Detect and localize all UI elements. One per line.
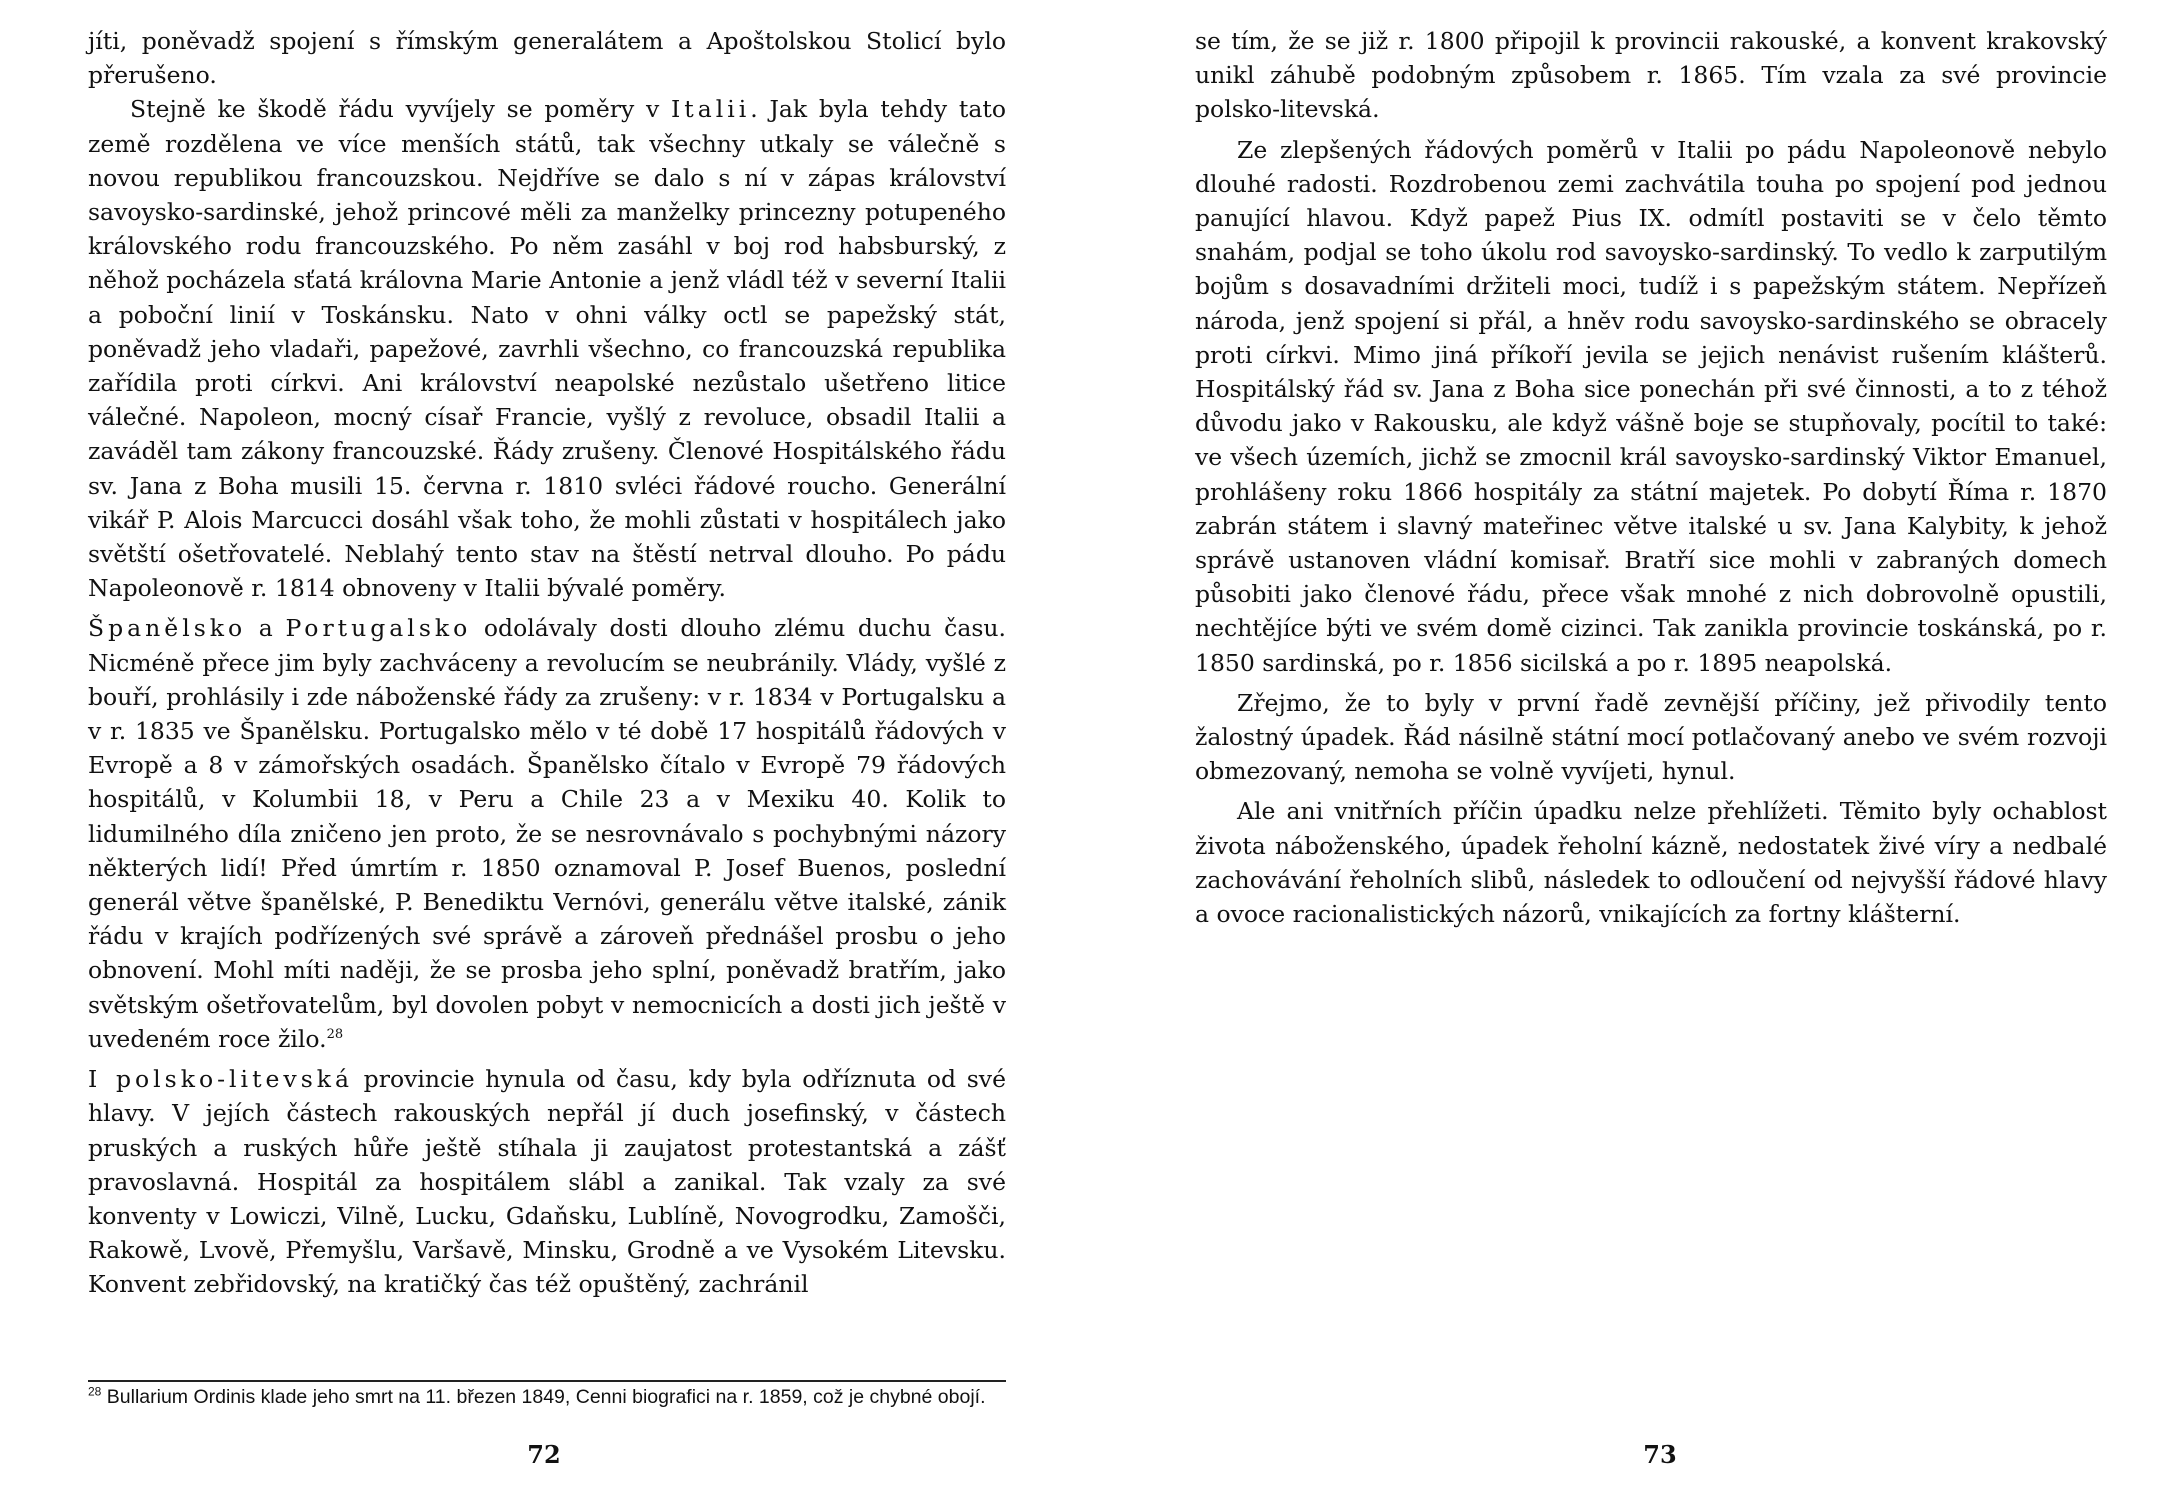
page-number: 72 [527,1440,561,1469]
paragraph: Zřejmo, že to byly v první řadě zevnější příčiny, jež přivodily tento žalostný úpadek. Řád násilně státní mocí potlačovaný anebo ve svém rozvoji obmezovaný, nemoha se volně vyvíjeti, hynul. [1195,688,2107,786]
footnote-mark: 28 [88,1384,102,1399]
paragraph-text: provincie hynula od času, kdy byla odříznuta od své hlavy. V jejích částech rakouských nepřál jí duch josefinský, v částech pruských a ruských hůře ještě stíhala ji zaujatost protestantská a zášť pravoslavná. Hospitál za hospitálem slábl a zanikal. Tak vzaly za své konventy v Lowiczi, Vilně, Lucku, Gdaňsku, Lublíně, Novogrodku, Zamošči, Rakowě, Lvově, Přemyšlu, Varšavě, Minsku, Grodně a ve Vysokém Litevsku. Konvent zebřidovský, na kratičký čas též opuštěný, zachránil [88,1065,1006,1299]
spaced-term: Italii [670,95,751,124]
paragraph: Ze zlepšených řádových poměrů v Italii po pádu Napoleonově nebylo dlouhé radosti. Rozdrobenou zemi zachvátila touha po spojení pod jednou panující hlavou. Když papež Pius IX. odmítl postaviti se v čelo těmto snahám, podjal se toho úkolu rod savoysko-sardinský. To vedlo k zarputilým bojům s dosavadními držiteli moci, tudíž i s papežským státem. Nepřízeň národa, jenž spojení si přál, a hněv rodu savoysko-sardinského se obracely proti církvi. Mimo jiná příkoří jevila se jejich nenávist rušením klášterů. Hospitálský řád sv. Jana z Boha sice ponechán při své činnosti, a to z téhož důvodu jako v Rakousku, ale když vášně boje se stupňovaly, pocítil to také: ve všech územích, jichž se zmocnil král savoysko-sardinský Viktor Emanuel, prohlášeny roku 1866 hospitály za státní majetek. Po dobytí Říma r. 1870 zabrán státem i slavný mateřinec větve italské u sv. Jana Kalybity, k jehož správě ustanoven vládní komisař. Bratří sice mohli v zabraných domech působiti jako členové řádu, přece však mnohé z nich dobrovolně opustili, nechtějíce býti ve svém domě cizinci. Tak zanikla provincie toskánská, po r. 1850 sardinská, po r. 1856 sicilská a po r. 1895 neapolská. [1195,135,2107,677]
footnote [88,1386,1006,1409]
paragraph-text: Stejně ke škodě řádu vyvíjely se poměry v [130,95,660,124]
paragraph-text: odolávaly dosti dlouho zlému duchu času. Nicméně přece jim byly zachváceny a revolucím se neubránily. Vlády, vyšlé z bouří, prohlásily i zde náboženské řády za zrušeny: v r. 1834 v Portugalsku a v r. 1835 ve Španělsku. Portugalsko mělo v té době 17 hospitálů řádových v Evropě a 8 v zámořských osadách. Španělsko čítalo v Evropě 79 řádových hospitálů, v Kolumbii 18, v Peru a Chile 23 a v Mexiku 40. Kolik to lidumilného díla zničeno jen proto, že se nesrovnávalo s pochybnými názory některých lidí! Před úmrtím r. 1850 oznamoval P. Josef Buenos, poslední generál větve španělské, P. Benediktu Vernóvi, generálu větve italské, zánik řádu v krajích podřízených své správě a zároveň přednášel prosbu o jeho obnovení. Mohl míti naději, že se prosba jeho splní, poněvadž bratřím, jako světským ošetřovatelům, byl dovolen pobyt v nemocnicích a dosti jich ještě v uvedeném roce žilo. [88,614,1006,1053]
right-page [1090,0,2179,1500]
paragraph: Ale ani vnitřních příčin úpadku nelze přehlížeti. Těmito byly ochablost života náboženského, úpadek řeholní kázně, nedostatek živé víry a nedbalé zachovávání řeholních slibů, následek to odloučení od nejvyšší řádové hlavy a ovoce racionalistických názorů, vnikajících za fortny klášterní. [1195,797,2107,929]
spaced-term: Španělsko [88,614,247,643]
paragraph-text: a [246,614,286,643]
spaced-term: Portugalsko [285,614,472,643]
footnote-divider [88,1380,1006,1382]
footnote-reference: 28 [326,1027,344,1043]
page-number: 73 [1643,1440,1677,1469]
paragraph-text: . Jak byla tehdy tato země rozdělena ve více menších států, tak všechny utkaly se válečně s novou republikou francouzskou. Nejdříve se dalo s ní v zápas království savoysko-sardinské, jehož princové měli za manželky princezny potupeného královského rodu francouzského. Po něm zasáhl v boj rod habsburský, z něhož pocházela sťatá královna Marie Antonie a jenž vládl též v severní Italii a poboční linií v Toskánsku. Nato v ohni války octl se papežský stát, poněvadž jeho vladaři, papežové, zavrhli všechno, co francouzská republika zařídila proti církvi. Ani království neapolské nezůstalo ušetřeno litice válečné. Napoleon, mocný císař Francie, vyšlý z revoluce, obsadil Italii a zaváděl tam zákony francouzské. Řády zrušeny. Členové Hospitálského řádu sv. Jana z Boha musili 15. června r. 1810 svléci řádové roucho. Generální vikář P. Alois Marcucci dosáhl však toho, že mohli zůstati v hospitálech jako světští ošetřovatelé. Neblahý tento stav na štěstí netrval dlouho. Po pádu Napoleonově r. 1814 obnoveny v Italii bývalé poměry. [88,95,1006,603]
paragraph [88,1062,1006,1301]
paragraph [88,92,1006,605]
spaced-term: I polsko-litevská [88,1065,354,1094]
right-text-column [1195,24,2107,931]
paragraph: se tím, že se již r. 1800 připojil k provincii rakouské, a konvent krakovský unikl záhubě podobným způsobem r. 1865. Tím vzala za své provincie polsko-litevská. [1195,27,2107,124]
left-text-column [88,24,1006,1302]
paragraph-text: jíti, poněvadž spojení s římským generalátem a Apoštolskou Stolicí bylo přerušeno. [88,27,1006,90]
paragraph [88,24,1006,92]
paragraph [88,611,1006,1056]
footnote-text: Bullarium Ordinis klade jeho smrt na 11. březen 1849, Cenni biografici na r. 1859, což je chybné obojí. [101,1386,986,1408]
